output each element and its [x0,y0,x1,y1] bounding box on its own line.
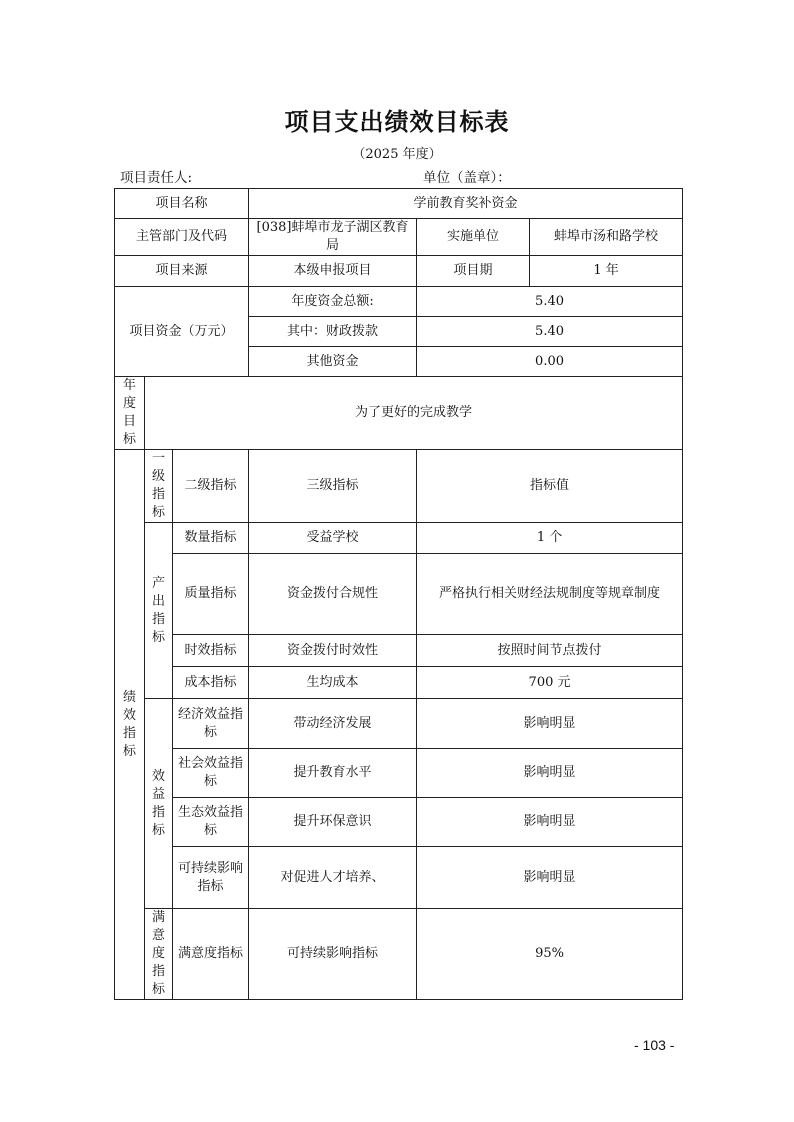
value-cell: 影响明显 [417,847,683,909]
row-project-name [115,189,683,219]
department-label: 主管部门及代码 [115,219,249,256]
table-row [115,909,683,1000]
level2-cell: 时效指标 [173,635,249,667]
level2-cell: 成本指标 [173,667,249,699]
page-number: - 103 - [634,1037,675,1053]
funds-fiscal-label: 其中：财政拨款 [249,317,417,347]
value-cell: 影响明显 [417,699,683,749]
output-indicator-label: 产出指标 [145,523,173,699]
period-label: 项目期 [417,256,530,287]
level3-cell: 生均成本 [249,667,417,699]
funds-other-value: 0.00 [417,347,683,377]
level3-cell: 提升教育水平 [249,749,417,798]
value-cell: 严格执行相关财经法规制度等规章制度 [417,554,683,635]
level3-cell: 提升环保意识 [249,798,417,847]
unit-label: 单位（盖章）： [423,170,511,186]
table-row [115,847,683,909]
level2-cell: 质量指标 [173,554,249,635]
source-label: 项目来源 [115,256,249,287]
value-cell: 95% [417,909,683,1000]
value-cell: 影响明显 [417,749,683,798]
level3-cell: 受益学校 [249,523,417,554]
value-cell: 影响明显 [417,798,683,847]
implementing-unit-value: 蚌埠市汤和路学校 [530,219,683,256]
level3-cell: 资金拨付合规性 [249,554,417,635]
funds-total-value: 5.40 [417,287,683,317]
department-value: [038]蚌埠市龙子湖区教育局 [249,219,417,256]
performance-label: 绩效指标 [115,450,145,1000]
level2-cell: 可持续影响指标 [173,847,249,909]
funds-label: 项目资金（万元） [115,287,249,377]
implementing-unit-label: 实施单位 [417,219,530,256]
level2-cell: 生态效益指标 [173,798,249,847]
level3-cell: 带动经济发展 [249,699,417,749]
value-cell: 按照时间节点拨付 [417,635,683,667]
funds-other-label: 其他资金 [249,347,417,377]
funds-fiscal-value: 5.40 [417,317,683,347]
table-row [115,554,683,635]
level2-cell: 满意度指标 [173,909,249,1000]
page-title: 项目支出绩效目标表 [284,108,510,136]
table-row [115,749,683,798]
level2-header: 二级指标 [173,450,249,523]
row-funds-total [115,287,683,317]
project-name-label: 项目名称 [115,189,249,219]
responsible-label: 项目责任人: [120,170,193,186]
row-department [115,219,683,256]
period-value: 1 年 [530,256,683,287]
level2-cell: 经济效益指标 [173,699,249,749]
value-header: 指标值 [417,450,683,523]
level3-cell: 可持续影响指标 [249,909,417,1000]
level2-cell: 数量指标 [173,523,249,554]
table-row [115,798,683,847]
funds-total-label: 年度资金总额: [249,287,417,317]
level3-header: 三级指标 [249,450,417,523]
row-source [115,256,683,287]
table-row [115,699,683,749]
level3-cell: 资金拨付时效性 [249,635,417,667]
row-indicator-header [115,450,683,523]
row-annual-goal [115,377,683,450]
satisfaction-indicator-label: 满意度指标 [145,909,173,1000]
level2-cell: 社会效益指标 [173,749,249,798]
value-cell: 1 个 [417,523,683,554]
source-value: 本级申报项目 [249,256,417,287]
year-label: （2025 年度） [352,147,442,162]
table-row [115,667,683,699]
table-row [115,523,683,554]
benefit-indicator-label: 效益指标 [145,699,173,909]
project-name-value: 学前教育奖补资金 [249,189,683,219]
level1-header: 一级指标 [145,450,173,523]
value-cell: 700 元 [417,667,683,699]
annual-goal-label: 年度目标 [115,377,145,450]
table-row [115,635,683,667]
performance-table [114,188,683,1000]
level3-cell: 对促进人才培养、 [249,847,417,909]
annual-goal-value: 为了更好的完成教学 [145,377,683,450]
